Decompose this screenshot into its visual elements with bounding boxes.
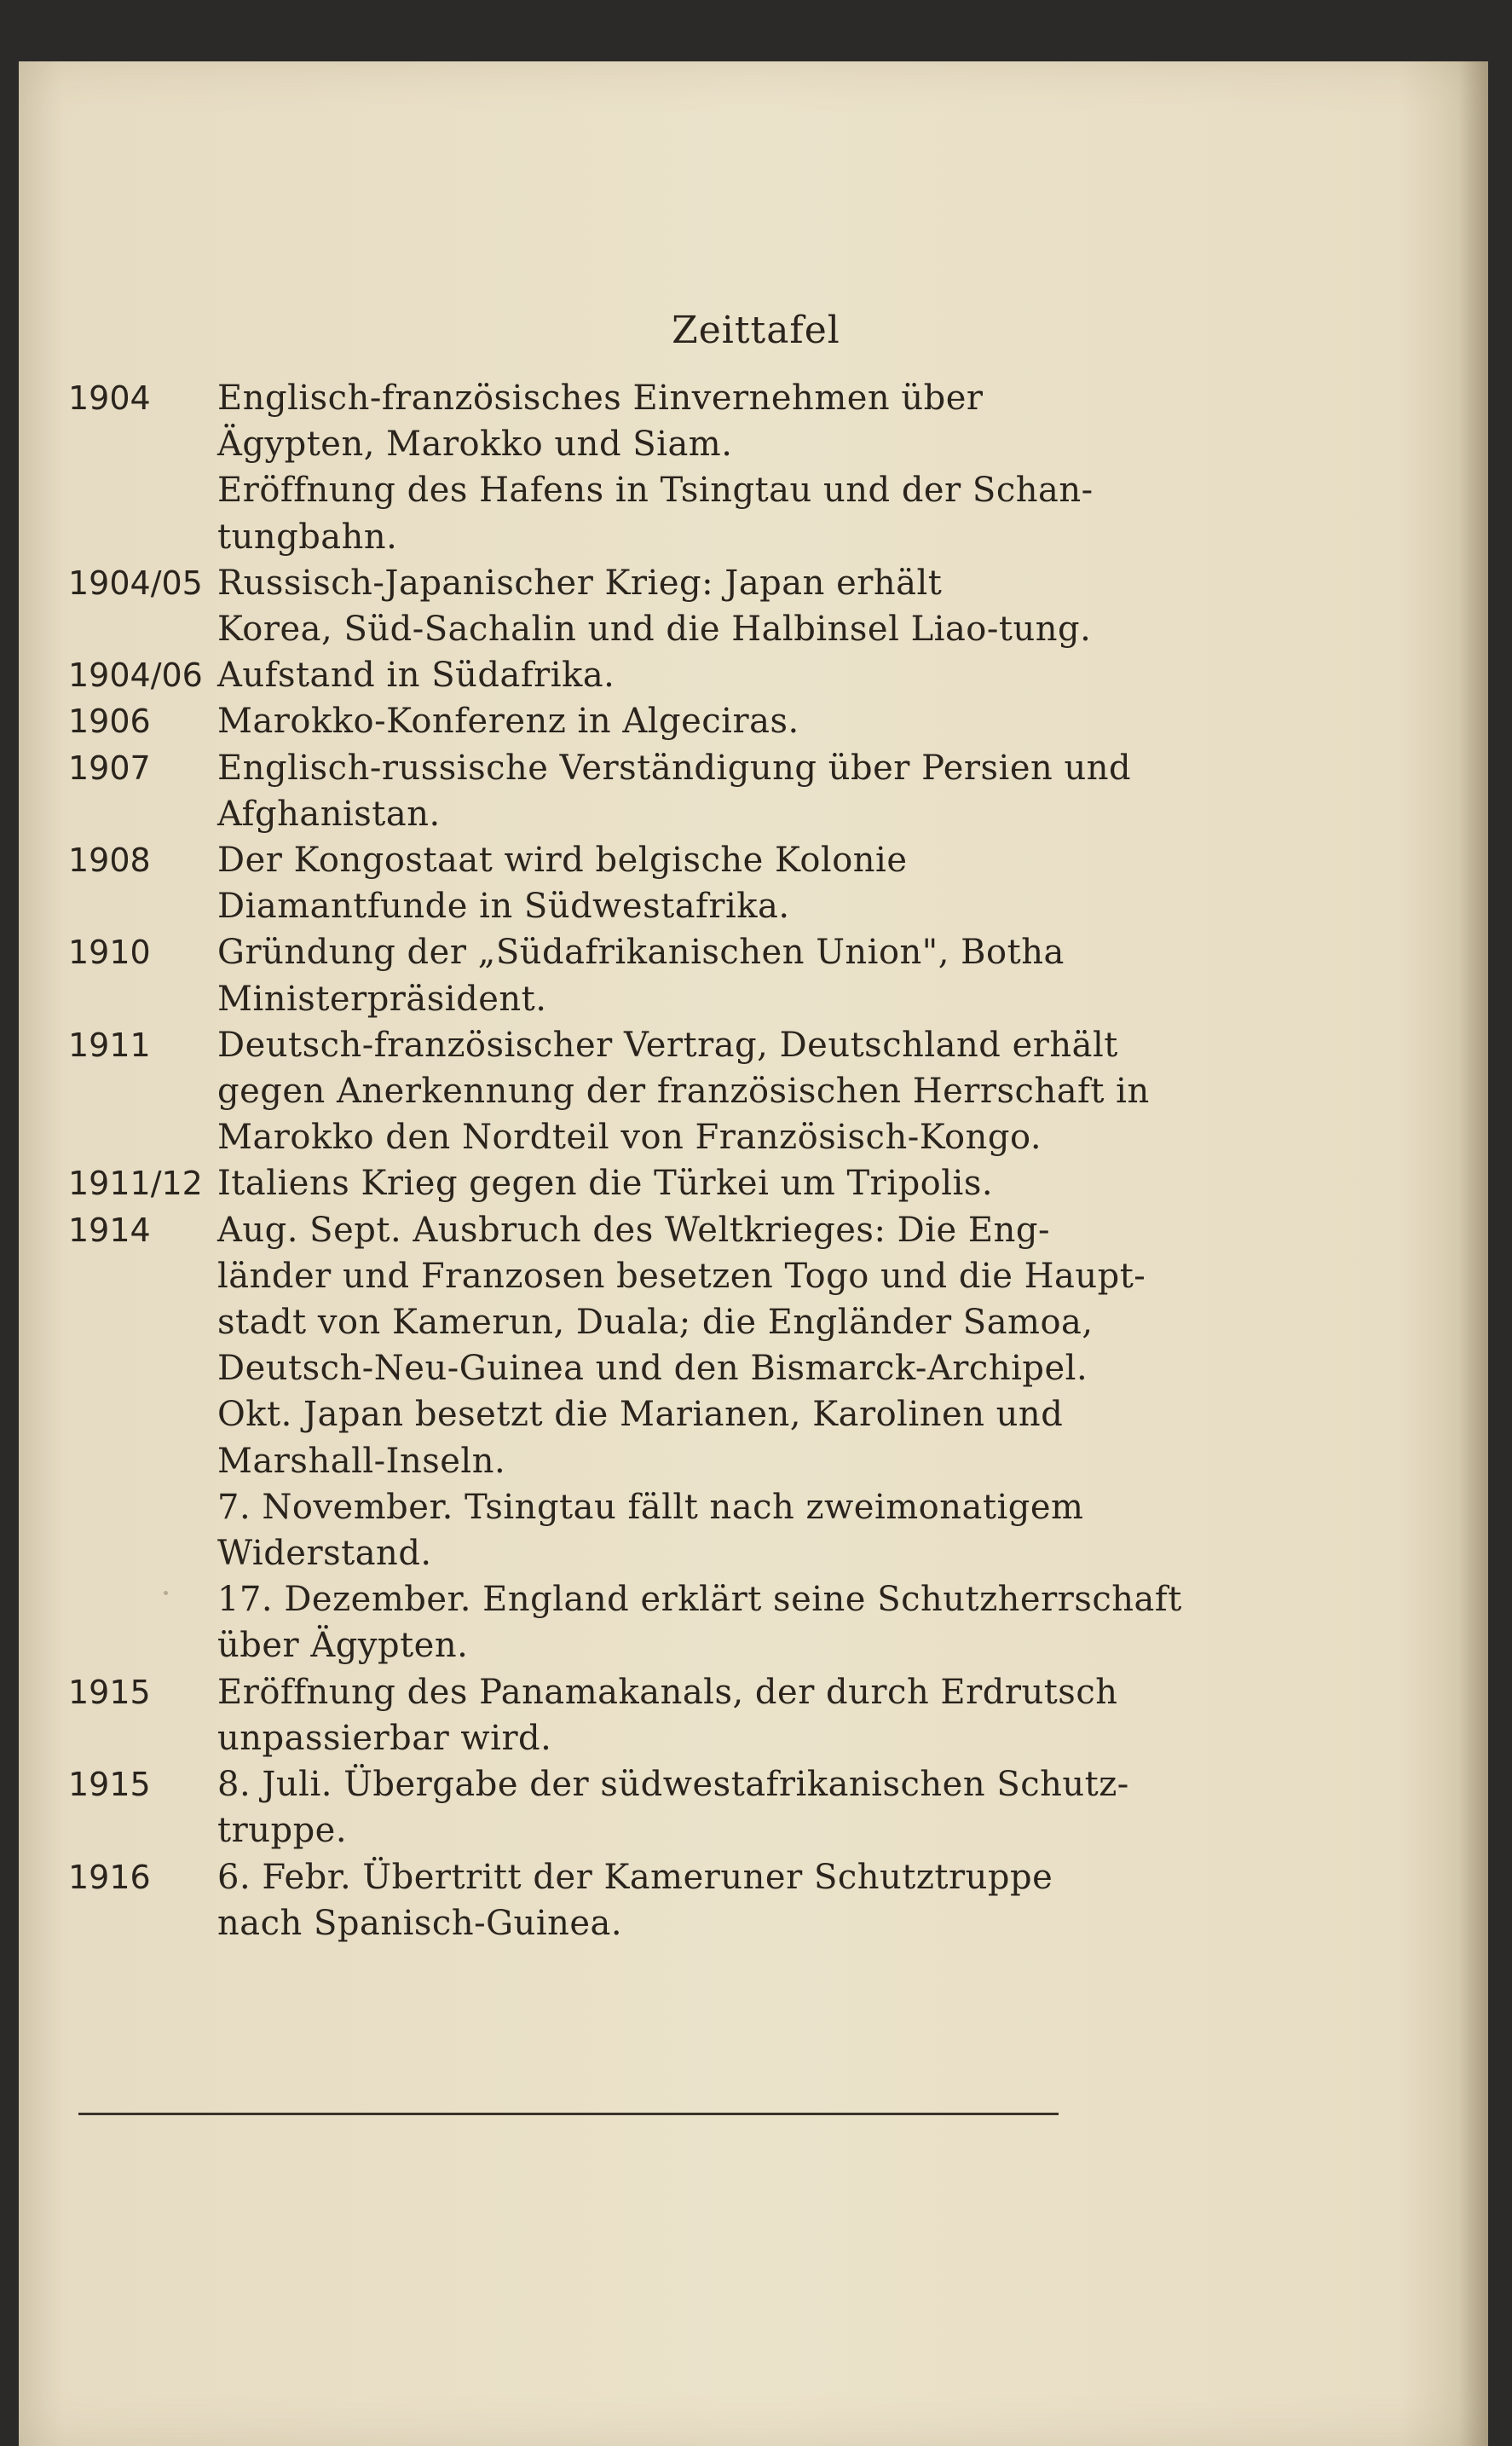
entry-line: 6. Febr. Übertritt der Kameruner Schutztruppe <box>217 1857 1053 1897</box>
entry-year: 1915 <box>68 1673 151 1711</box>
entry-line: Gründung der „Südafrikanischen Union", Botha <box>217 933 1065 973</box>
entry-text <box>217 1022 1150 1161</box>
entry-line: Marokko den Nordteil von Französisch-Kongo. <box>217 1118 1042 1158</box>
entry-line: 17. Dezember. England erklärt seine Schutzherrschaft <box>217 1580 1182 1620</box>
entry-line: Der Kongostaat wird belgische Kolonie <box>217 841 908 881</box>
entry-year: 1914 <box>68 1211 151 1249</box>
entry-line: Englisch-russische Verständigung über Persien und <box>217 748 1132 788</box>
entry-line: truppe. <box>217 1811 348 1851</box>
entry-year: 1904/06 <box>68 656 203 695</box>
entry-text <box>217 375 1094 560</box>
chronology-entry <box>68 652 1091 698</box>
entry-line: Afghanistan. <box>217 794 441 834</box>
page-edge-shadow <box>1459 61 1488 2446</box>
entry-line: Eröffnung des Panamakanals, der durch Erdrutsch <box>217 1672 1118 1712</box>
chronology-entry <box>68 837 1091 929</box>
entry-line: über Ägypten. <box>217 1626 469 1666</box>
entry-line: Marshall-Inseln. <box>217 1441 506 1481</box>
entry-year: 1906 <box>68 703 151 741</box>
entry-text <box>217 652 1091 698</box>
chronology-entry <box>68 1022 1150 1161</box>
chronology-entry <box>68 1854 1091 1946</box>
chronology-entry <box>68 745 1132 837</box>
entry-year: 1904/05 <box>68 564 203 602</box>
entry-line: Italiens Krieg gegen die Türkei um Tripolis. <box>217 1164 994 1204</box>
chronology-entry <box>68 375 1094 560</box>
entry-year: 1908 <box>68 841 151 880</box>
entry-year: 1916 <box>68 1858 151 1896</box>
entry-line: Widerstand. <box>217 1534 432 1574</box>
entry-line: Deutsch-französischer Vertrag, Deutschland erhält <box>217 1025 1118 1065</box>
entry-year: 1915 <box>68 1766 151 1804</box>
entry-year: 1910 <box>68 934 151 972</box>
entry-year: 1907 <box>68 749 151 787</box>
entry-line: 7. November. Tsingtau fällt nach zweimonatigem <box>217 1487 1084 1527</box>
entry-line: 8. Juli. Übergabe der südwestafrikanischen Schutz- <box>217 1765 1129 1805</box>
footer-rule <box>78 2113 1059 2115</box>
page-title: Zeittafel <box>672 309 840 352</box>
paper-spot <box>164 1591 168 1595</box>
entry-line: Russisch-Japanischer Krieg: Japan erhält <box>217 563 943 603</box>
entry-line: unpassierbar wird. <box>217 1718 552 1758</box>
entry-text <box>217 745 1132 837</box>
entry-line: Korea, Süd-Sachalin und die Halbinsel Liao-tung. <box>217 610 1092 650</box>
entry-line: tungbahn. <box>217 517 398 557</box>
chronology-entry <box>68 698 1091 744</box>
entry-text <box>217 1669 1118 1761</box>
entry-line: Englisch-französisches Einvernehmen über <box>217 379 984 418</box>
entry-text <box>217 929 1091 1021</box>
entry-line: Okt. Japan besetzt die Marianen, Karolinen und <box>217 1395 1064 1435</box>
entry-year: 1911/12 <box>68 1165 203 1203</box>
entry-line: Aug. Sept. Ausbruch des Weltkrieges: Die Eng- <box>217 1210 1050 1250</box>
entry-line: Ministerpräsident. <box>217 979 547 1019</box>
chronology-entry <box>68 929 1091 1021</box>
chronology-entry <box>68 1669 1118 1761</box>
entry-line: Eröffnung des Hafens in Tsingtau und der Schan- <box>217 471 1094 511</box>
chronology-entry <box>68 560 1091 652</box>
entry-text <box>217 1160 1091 1206</box>
entry-year: 1904 <box>68 379 151 417</box>
entry-text <box>217 837 1091 929</box>
entry-text <box>217 1207 1182 1669</box>
entry-line: Marokko-Konferenz in Algeciras. <box>217 702 799 742</box>
entry-line: nach Spanisch-Guinea. <box>217 1903 623 1943</box>
entry-line: Ägypten, Marokko und Siam. <box>217 425 733 465</box>
chronology-entry <box>68 1207 1182 1669</box>
entry-line: Aufstand in Südafrika. <box>217 656 615 696</box>
entry-text <box>217 1761 1129 1853</box>
entry-text <box>217 560 1091 652</box>
chronology-entry <box>68 1160 1091 1206</box>
entry-text <box>217 698 1091 744</box>
entry-line: gegen Anerkennung der französischen Herrschaft in <box>217 1072 1150 1112</box>
entry-line: länder und Franzosen besetzen Togo und die Haupt- <box>217 1256 1146 1296</box>
chronology-entry <box>68 1761 1129 1853</box>
entry-line: Diamantfunde in Südwestafrika. <box>217 887 790 927</box>
entry-line: stadt von Kamerun, Duala; die Engländer Samoa, <box>217 1303 1094 1343</box>
entry-year: 1911 <box>68 1026 151 1064</box>
chronology-list <box>68 375 1182 1946</box>
entry-text <box>217 1854 1091 1946</box>
entry-line: Deutsch-Neu-Guinea und den Bismarck-Archipel. <box>217 1349 1088 1389</box>
